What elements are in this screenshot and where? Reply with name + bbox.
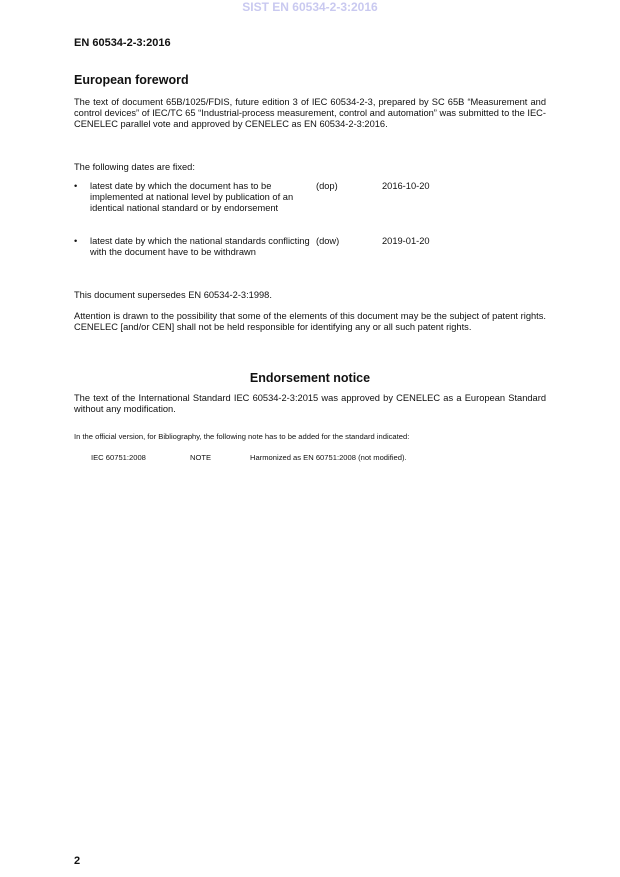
supersedes-text: This document supersedes EN 60534-2-3:1998. [74,290,272,300]
document-header: EN 60534-2-3:2016 [74,37,171,49]
date-description: latest date by which the national standards conflicting with the document have to be withdrawn [90,236,310,257]
date-item-dop [74,181,546,231]
date-code: (dop) [316,181,338,191]
endorsement-paragraph: The text of the International Standard IEC 60534-2-3:2015 was approved by CENELEC as a European Standard without any modification. [74,393,546,414]
note-standard: IEC 60751:2008 [91,453,146,462]
foreword-title: European foreword [74,73,189,87]
dates-intro: The following dates are fixed: [74,162,195,172]
note-text: Harmonized as EN 60751:2008 (not modified). [250,453,407,462]
date-value: 2019-01-20 [382,236,430,246]
date-description: latest date by which the document has to be implemented at national level by publication of an identical national standard or by endorsement [90,181,294,213]
note-label: NOTE [190,453,212,462]
bullet: • [74,181,78,191]
page-number: 2 [74,855,81,867]
date-code: (dow) [316,236,340,246]
foreword-paragraph: The text of document 65B/1025/FDIS, future edition 3 of IEC 60534-2-3, prepared by SC 65B “Measurement and control devices” of IEC/TC 65 “Industrial-process measurement, control and automation” was submitted to the IEC-CENELEC parallel vote and approved by CENELEC as EN 60534-2-3:2016. [74,97,546,129]
date-value: 2016-10-20 [382,181,430,191]
endorsement-title: Endorsement notice [249,371,371,385]
patent-notice: Attention is drawn to the possibility that some of the elements of this document may be the subject of patent rights. CENELEC [and/or CEN] shall not be held responsible for identifying any or all such patent rights. [74,311,546,332]
bullet: • [74,236,78,246]
bibliography-intro: In the official version, for Bibliography, the following note has to be added for the standard indicated: [74,432,410,441]
watermark: SIST EN 60534-2-3:2016 [242,0,378,14]
date-item-dow [74,236,546,276]
